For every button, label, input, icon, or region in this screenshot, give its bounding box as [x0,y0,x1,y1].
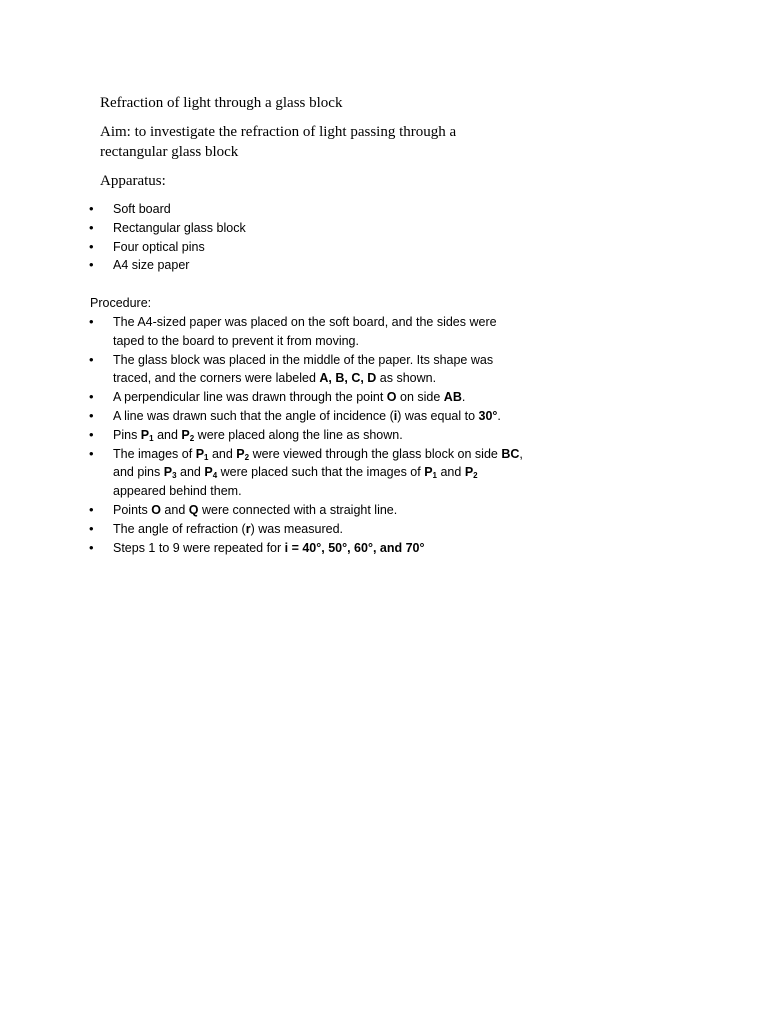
step-text: Steps 1 to 9 were repeated for [113,540,285,555]
step-text: were connected with a straight line. [198,502,398,517]
step-text: and [437,465,465,480]
pin-letter: P [236,446,245,461]
bullet-icon: • [89,389,94,405]
pin-label [196,447,209,461]
pin-letter: P [424,465,433,480]
step-text: appeared behind them. [113,484,242,499]
list-item [89,256,529,275]
point-label: Q [188,502,199,517]
pin-number: 1 [149,433,154,443]
pin-number: 1 [204,452,209,462]
procedure-step [89,388,529,407]
pin-label [204,465,217,479]
step-text: The A4-sized paper was placed on the soft board, and the sides were taped to the board to prevent it from moving. [113,315,497,348]
apparatus-list [89,200,529,275]
pin-label [181,428,194,442]
list-item [89,238,529,257]
pin-letter: P [140,427,150,442]
side-label: AB [443,390,462,405]
procedure-heading: Procedure: [90,296,152,310]
pin-number: 2 [473,471,478,481]
procedure-step [89,426,529,445]
aim-text: Aim: to investigate the refraction of light passing through a rectangular glass block [100,124,457,160]
refraction-symbol: r [245,521,251,536]
step-text: and [153,427,182,442]
procedure-step [89,520,529,539]
pin-number: 3 [172,471,177,481]
pin-letter: P [195,446,205,461]
step-text: and [160,502,189,517]
procedure-step [89,407,529,426]
bullet-icon: • [89,520,94,536]
list-item [89,219,529,238]
step-text: The glass block was placed in the middle of the paper. Its shape was traced, and the corners were labeled [113,352,494,386]
bullet-icon: • [89,219,94,235]
angle-values: i = 40°, 50°, 60°, and 70° [284,540,425,555]
corner-labels: A, B, C, D [319,371,377,386]
apparatus-item: A4 size paper [113,258,190,273]
step-text: ) was measured. [250,521,343,536]
pin-letter: P [181,427,190,442]
step-text: as shown. [376,371,437,386]
pin-number: 2 [189,433,195,443]
angle-value: 30° [478,408,498,423]
step-text: on side [396,390,444,405]
apparatus-item: Four optical pins [113,239,205,254]
procedure-step [89,539,529,558]
step-text: and [208,446,237,461]
step-text: Pins [113,427,141,442]
incidence-symbol: i [393,408,398,423]
procedure-step [89,351,529,389]
procedure-step [89,445,529,501]
bullet-icon: • [89,407,94,423]
pin-letter: P [204,465,213,480]
bullet-icon: • [89,314,94,329]
step-text: . [497,408,501,423]
apparatus-item: Soft board [113,202,171,216]
procedure-step [89,313,529,351]
step-text: and [176,465,205,480]
pin-label [465,465,478,479]
bullet-icon: • [89,426,94,442]
bullet-icon: • [89,445,94,461]
step-text: The images of [113,446,196,461]
pin-number: 2 [244,452,250,462]
step-text: , and pins [113,446,523,480]
point-label: O [386,390,397,405]
document-title: Refraction of light through a glass block [100,95,343,111]
bullet-icon: • [89,539,94,555]
step-text: were viewed through the glass block on side [249,446,502,461]
bullet-icon: • [89,257,94,273]
side-label: BC [501,446,520,461]
bullet-icon: • [89,238,94,254]
apparatus-heading: Apparatus: [100,173,166,189]
bullet-icon: • [89,201,94,216]
procedure-step [89,501,529,520]
step-text: . [461,390,466,405]
pin-number: 4 [212,471,218,481]
bullet-icon: • [89,501,94,517]
bullet-icon: • [89,351,94,367]
pin-label [424,465,437,479]
step-text: ) was equal to [397,408,479,423]
step-text: The angle of refraction ( [113,521,246,536]
pin-label [141,428,154,442]
step-text: A perpendicular line was drawn through the point [113,390,387,405]
step-text: were placed along the line as shown. [194,427,403,442]
list-item [89,200,529,219]
pin-letter: P [464,465,474,480]
point-label: O [151,502,161,517]
step-text: were placed such that the images of [217,465,425,480]
pin-letter: P [163,465,173,480]
apparatus-item: Rectangular glass block [113,220,246,235]
pin-label [236,447,249,461]
step-text: Points [113,502,152,517]
pin-number: 1 [432,471,437,481]
procedure-list [89,313,529,557]
step-text: A line was drawn such that the angle of incidence ( [113,408,394,423]
pin-label [164,465,177,479]
